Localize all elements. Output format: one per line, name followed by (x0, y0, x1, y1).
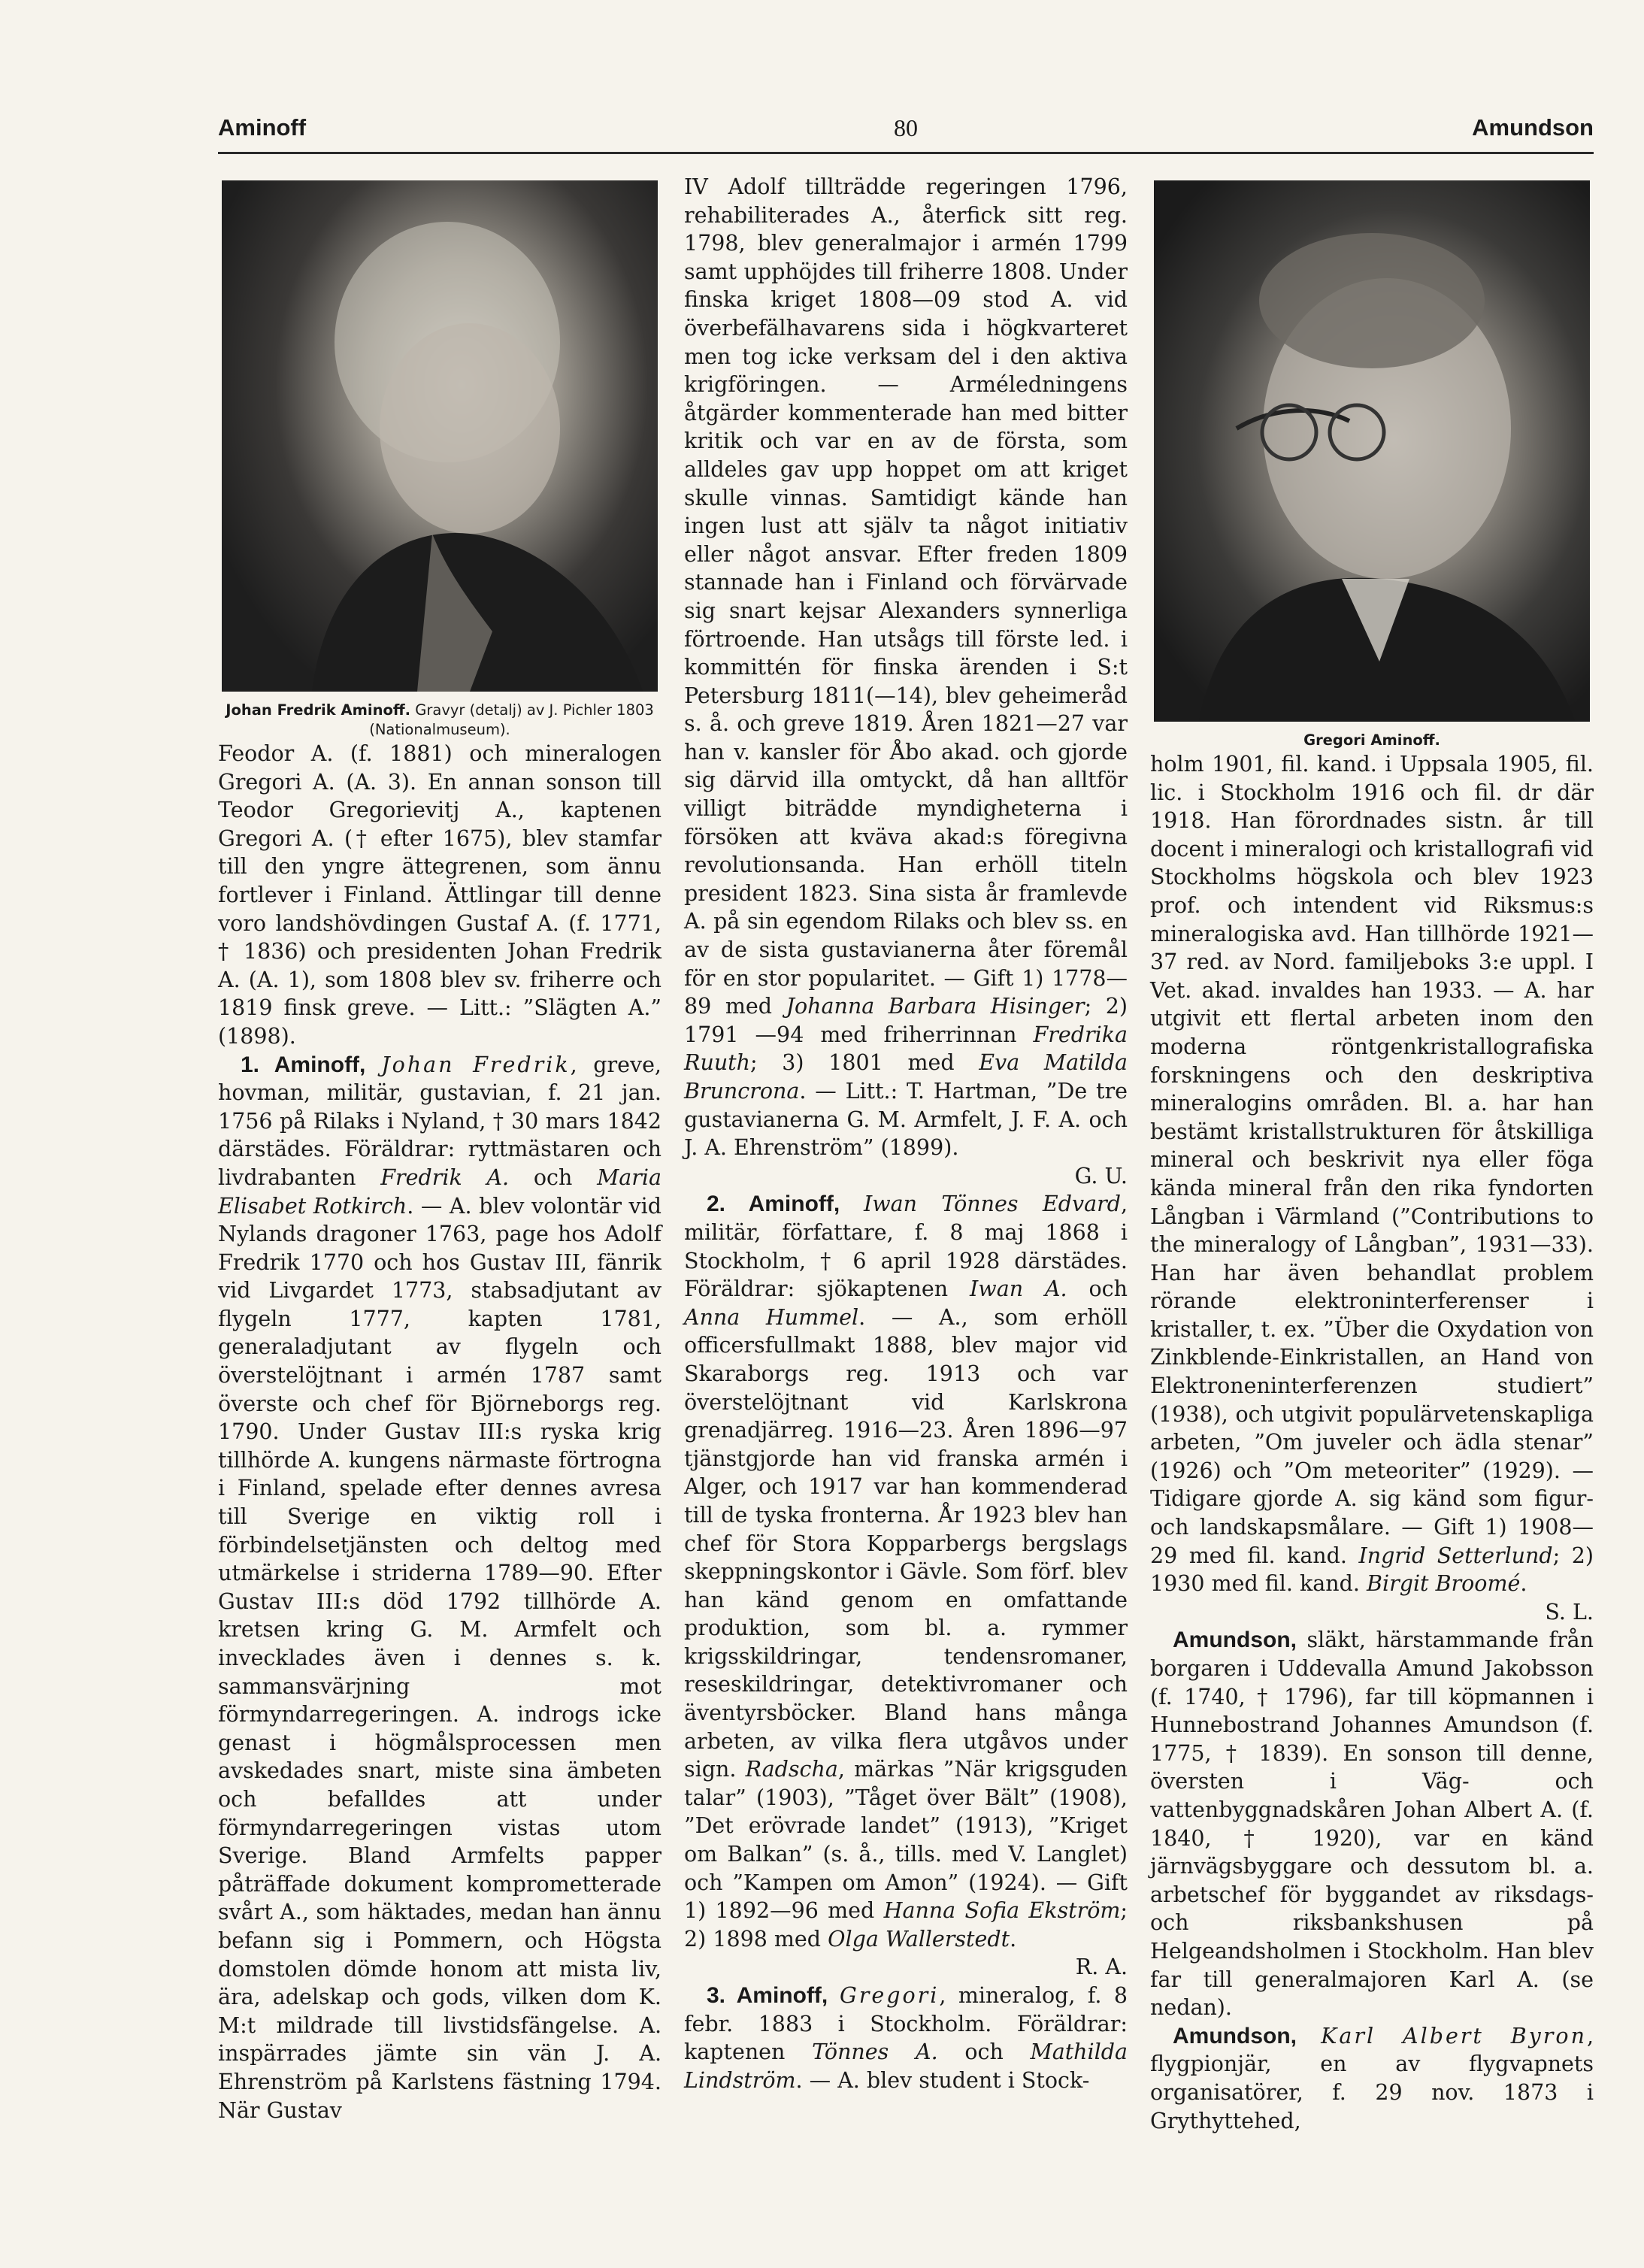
entry-amundson-family: Amundson, släkt, härstammande från borgaren i Uddevalla Amund Jakobsson (f. 1740, † 1796), far till köpmannen i Hunnebostrand Johannes Amundson (f. 1775, † 1839). En sonson till denne, översten i Väg- och vattenbyggnadskåren Johan Albert A. (f. 1840, † 1920), var en känd järnvägsbyggare och dessutom bl. a. arbetschef för byggandet av riksdags- och riksbankshusen på Helgeandsholmen i Stockholm. Han blev far till generalmajoren Karl A. (se nedan). (1150, 1628, 1594, 2021)
header-left-keyword: Aminoff (218, 114, 307, 141)
caption-gregori: Gregori Aminoff. (1303, 731, 1440, 749)
column-1 (218, 173, 662, 2124)
portrait-figure-icon (1154, 180, 1590, 722)
header-rule (218, 152, 1594, 154)
engraving-portrait-johan-fredrik-aminoff (222, 180, 658, 692)
page-number: 80 (894, 114, 918, 141)
header-right-keyword: Amundson (1472, 114, 1594, 141)
signature-entry-1: G. U. (1074, 1163, 1128, 1189)
column-2 (684, 173, 1128, 2094)
entry-karl-amundson: Amundson, Karl Albert Byron, flygpionjär, en av flygvapnets organisatörer, f. 29 nov. 1873 i Grythyttehed, (1150, 2023, 1594, 2133)
photo-portrait-gregori-aminoff (1154, 180, 1590, 722)
signature-entry-3: S. L. (1545, 1599, 1594, 1625)
entry-3: 3. Aminoff, Gregori, mineralog, f. 8 febr. 1883 i Stockholm. Föräldrar: kaptenen Tönnes A. och Mathilda Lindström. — A. blev student i Stock- (684, 1983, 1128, 2093)
intro-paragraph: Feodor A. (f. 1881) och mineralogen Gregori A. (A. 3). En annan sonson till Teodor Gregorievitj A., kaptenen Gregori A. († efter 1675), blev stamfar till den yngre ättegrenen, som ännu fortlever i Finland. Ättlingar till denne voro landshövdingen Gustaf A. (f. 1771, † 1836) och presidenten Johan Fredrik A. (A. 1), som 1808 blev sv. friherre och 1819 finsk greve. — Litt.: ”Slägten A.” (1898). (218, 741, 662, 1049)
page-header (218, 107, 1594, 152)
entry-1-continued: IV Adolf tillträdde regeringen 1796, rehabiliterades A., återfick sitt reg. 1798, blev generalmajor i armén 1799 samt upphöjdes till friherre 1808. Under finska kriget 1808—09 stod A. vid överbefälhavarens sida i högkvarteret men tog icke verksam del i den aktiva krigföringen. — Arméledningens åtgärder kommenterade han med bitter kritik och var en av de första, som alldeles gav upp hoppet om att kriget skulle vinnas. Samtidigt kände han ingen lust att själv ta något initiativ eller något ansvar. Efter freden 1809 stannade han i Finland och förvärvade sig snart kejsar Alexanders synnerliga förtroende. Han utsågs till förste led. i kommittén för finska ärenden i S:t Petersburg 1811(—14), blev geheimeråd s. å. och greve 1819. Åren 1821—27 var han v. kansler för Åbo akad. och gjorde sig därvid illa omtyckt, då han alltför villigt biträdde myndigheterna i försöken att kväva akad:s föregivna revolutionsanda. Han erhöll titeln president 1823. Sina sista år framlevde A. på sin egendom Rilaks och blev ss. en av de sista gustavianerna åter föremål för en stor popularitet. — Gift 1) 1778—89 med Johanna Barbara Hisinger; 2) 1791 —94 med friherrinnan Fredrika Ruuth; 3) 1801 med Eva Matilda Bruncrona. — Litt.: T. Hartman, ”De tre gustavianerna G. M. Armfelt, J. F. A. och J. A. Ehrenström” (1899). (684, 174, 1128, 1161)
portrait-figure-icon (222, 180, 658, 692)
caption-johan-fredrik: Johan Fredrik Aminoff. Gravyr (detalj) av J. Pichler 1803 (Nationalmuseum). (226, 701, 654, 738)
column-3 (1150, 173, 1594, 2135)
signature-entry-2: R. A. (1075, 1955, 1128, 1980)
entry-3-continued: holm 1901, fil. kand. i Uppsala 1905, fil. lic. i Stockholm 1916 och fil. dr där 1918. Han förordnades sistn. år till docent i mineralogi och kristallografi vid Stockholms högskola och blev 1923 prof. och intendent vid Riksmus:s mineralogiska avd. Han tillhörde 1921—37 red. av Nord. familjeboks 3:e uppl. I Vet. akad. invaldes han 1933. — A. har utgivit ett flertal arbeten inom den moderna röntgenkristallografiska forskningens och den deskriptiva mineralogins områden. Bl. a. har han bestämt kristallstrukturen för åtskilliga mineral och beskrivit nya eller föga kända mineral från den rika fyndorten Långban i Värmland (”Contributions to the mineralogy of Långban”, 1931—33). Han har även behandlat problem rörande elektroninterferenser i kristaller, t. ex. ”Über die Oxydation von Zinkblende-Einkristallen, an Hand von Elektroneninterferenzen studiert” (1938), och utgivit populärvetenskapliga arbeten, ”Om juveler och ädla stenar” (1926) och ”Om meteoriter” (1929). — Tidigare gjorde A. sig känd som figur- och landskapsmålare. — Gift 1) 1908—29 med fil. kand. Ingrid Setterlund; 2) 1930 med fil. kand. Birgit Broomé. (1150, 752, 1594, 1597)
entry-1: 1. Aminoff, Johan Fredrik, greve, hovman, militär, gustavian, f. 21 jan. 1756 på Rilaks i Nyland, † 30 mars 1842 därstädes. Föräldrar: ryttmästaren och livdrabanten Fredrik A. och Maria Elisabet Rotkirch. — A. blev volontär vid Nylands dragoner 1763, page hos Adolf Fredrik 1770 och hos Gustav III, fänrik vid Livgardet 1773, stabsadjutant av flygeln 1777, kapten 1781, generaladjutant av flygeln och överstelöjtnant i armén 1787 samt överste och chef för Björneborgs reg. 1790. Under Gustav III:s ryska krig tillhörde A. kungens närmaste förtrogna i Finland, spelade efter dennes avresa till Sverige en viktig roll i förbindelsetjänsten och deltog med utmärkelse i striderna 1789—90. Efter Gustav III:s död 1792 tillhörde A. kretsen kring G. M. Armfelt och invecklades även i dennes s. k. sammansvärjning mot förmyndarregeringen. A. indrogs icke genast i högmålsprocessen men avskedades snart, miste sina ämbeten och befalldes att under förmyndarregeringen vistas utom Sverige. Bland Armfelts papper påträffade dokument komprometterade svårt A., som häktades, medan han ännu befann sig i Pommern, och Högsta domstolen dömde honom att mista liv, ära, adelskap och gods, vilken dom K. M:t mildrade till livstidsfängelse. A. inspärrades jämte sin vän J. A. Ehrenström på Karlstens fästning 1794. När Gustav (218, 1052, 662, 2123)
entry-2: 2. Aminoff, Iwan Tönnes Edvard, militär, författare, f. 8 maj 1868 i Stockholm, † 6 april 1928 därstädes. Föräldrar: sjökaptenen Iwan A. och Anna Hummel. — A., som erhöll officersfullmakt 1888, blev major vid Skaraborgs reg. 1913 och var överstelöjtnant vid Karlskrona grenadjärreg. 1916—23. Åren 1896—97 tjänstgjorde han vid franska armén i Alger, och 1917 var han kommenderad till de tyska fronterna. År 1923 blev han chef för Stora Kopparbergs bergslags skeppningskontor i Gävle. Som förf. blev han känd genom en omfattande produktion, som bl. a. rymmer krigsskildringar, tendensromaner, reseskildringar, detektivromaner och äventyrsböcker. Bland hans många arbeten, av vilka flera utgåvos under sign. Radscha, märkas ”När krigsguden talar” (1903), ”Tåget över Bält” (1908), ”Det erövrade landet” (1913), ”Kriget om Balkan” (s. å., tills. med V. Langlet) och ”Kampen om Amon” (1924). — Gift 1) 1892—96 med Hanna Sofia Ekström; 2) 1898 med Olga Wallerstedt. (684, 1192, 1128, 1952)
